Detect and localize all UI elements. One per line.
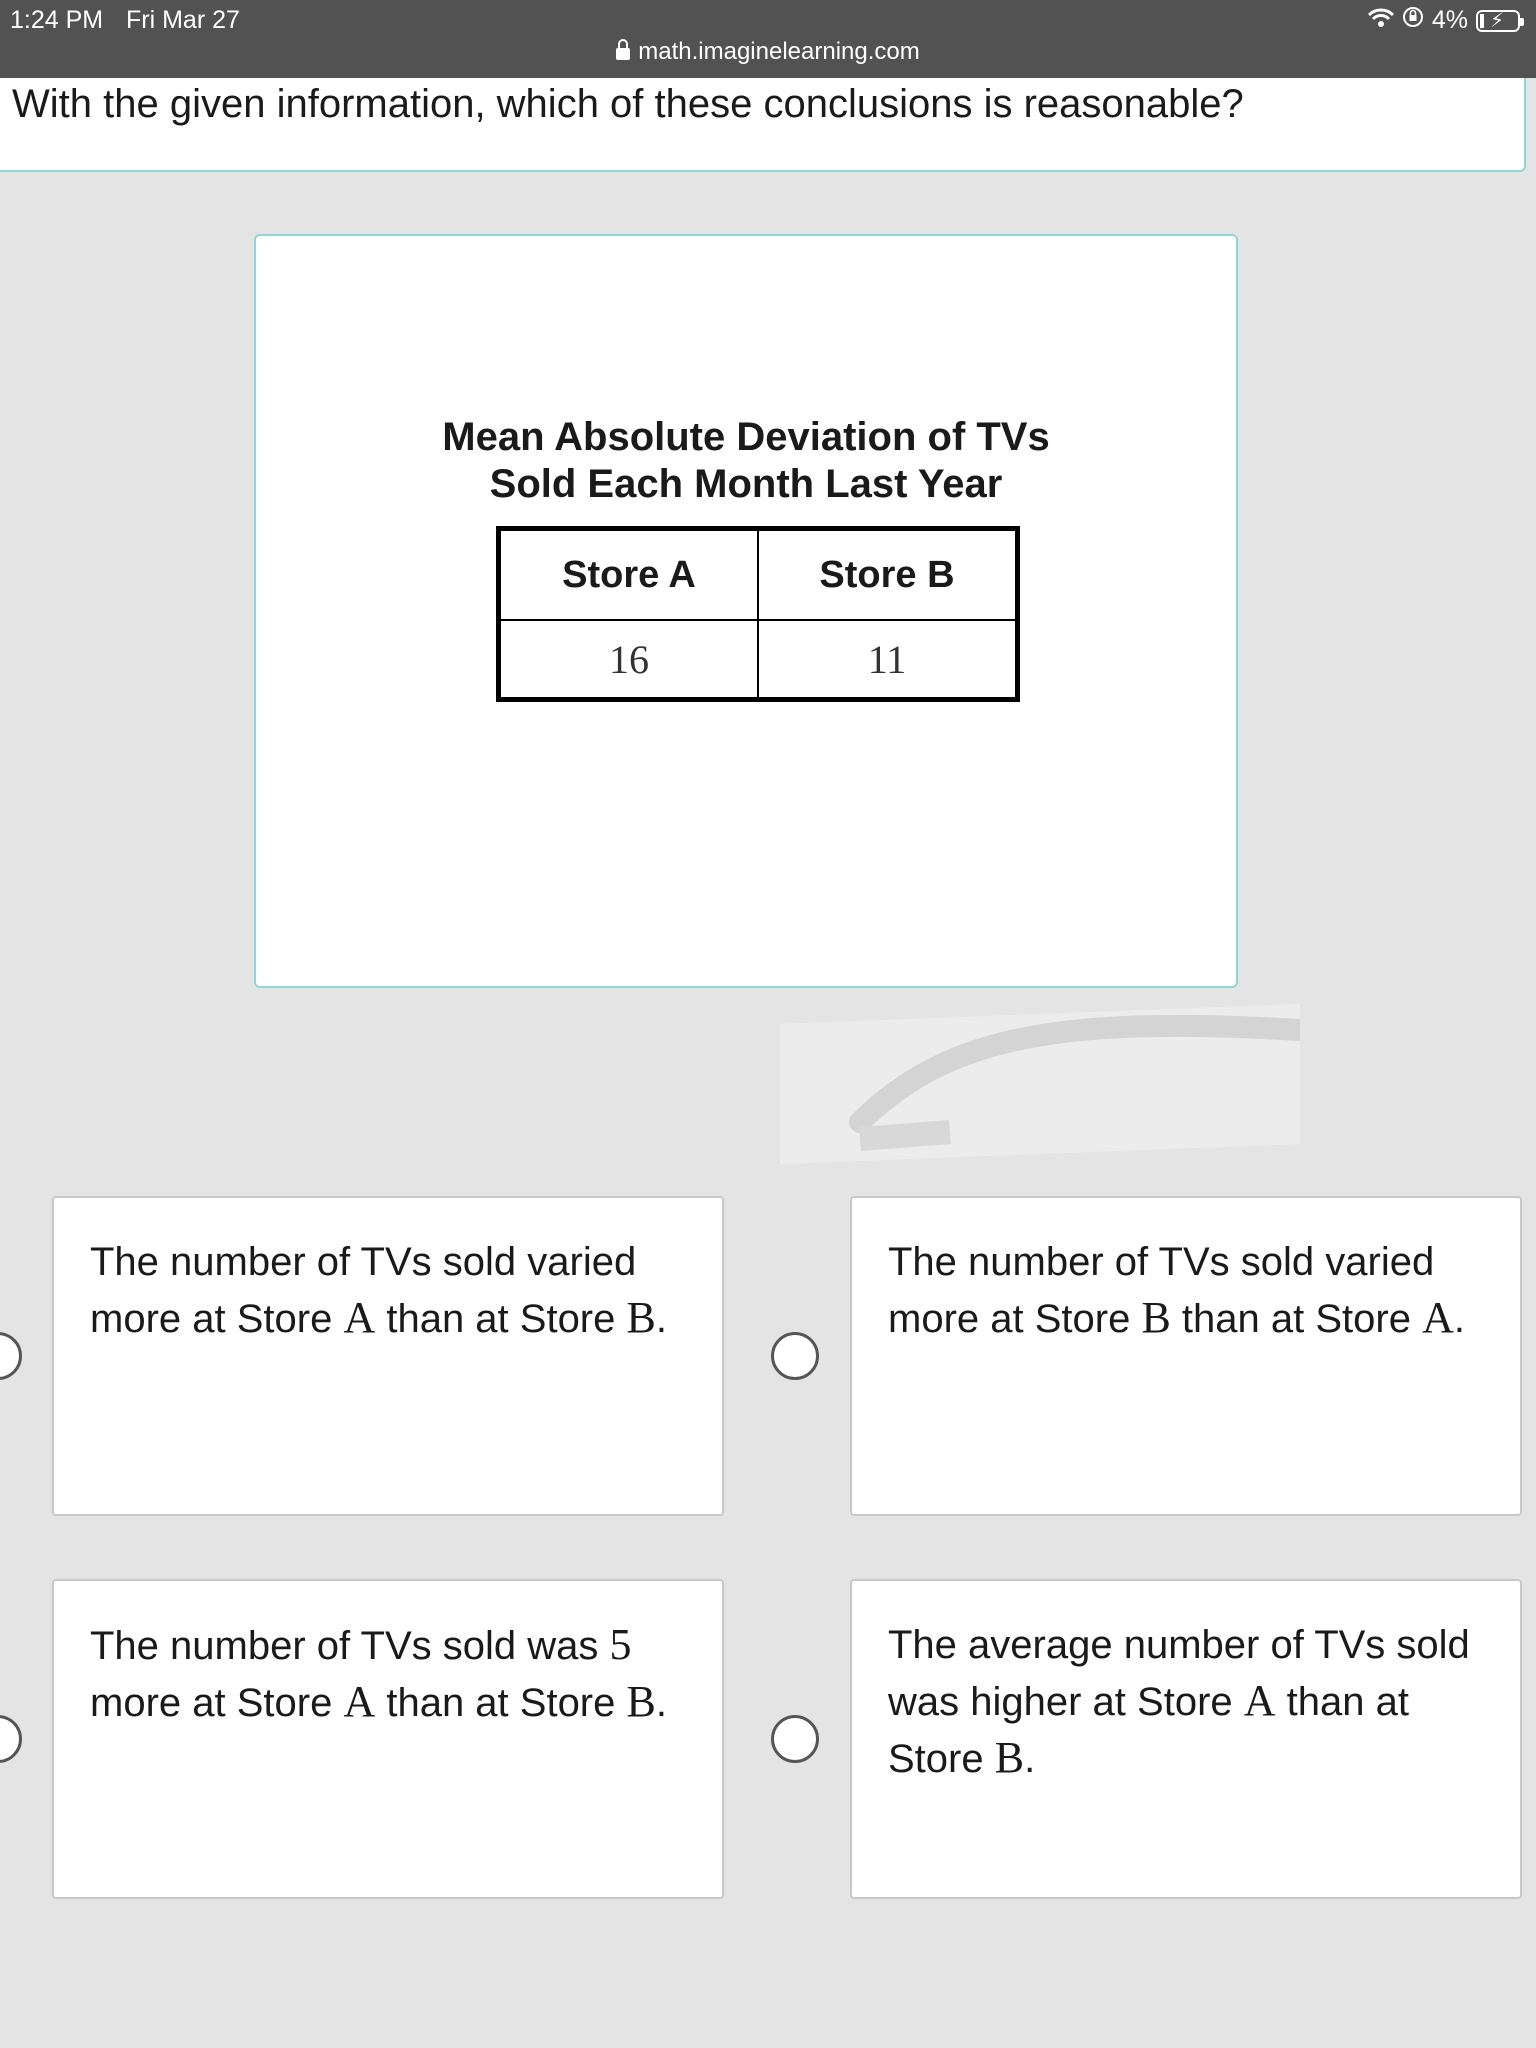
option-c-text: The number of TVs sold was 5 more at Store A than at Store B. (90, 1620, 667, 1726)
status-date: Fri Mar 27 (126, 6, 240, 34)
battery-percentage: 4% (1431, 6, 1468, 34)
option-b-radio[interactable] (771, 1332, 819, 1380)
option-b-card[interactable] (850, 1196, 1522, 1516)
battery-icon (1476, 10, 1520, 32)
charging-icon: ⚡ (1490, 9, 1505, 32)
address-bar[interactable] (0, 38, 1536, 66)
wifi-icon (1368, 6, 1394, 35)
value-store-b: 11 (758, 620, 1018, 700)
figure-card (254, 234, 1238, 988)
option-c-radio[interactable] (0, 1715, 22, 1763)
header-store-a: Store A (499, 529, 759, 621)
option-a-radio[interactable] (0, 1332, 22, 1380)
table-title-line1: Mean Absolute Deviation of TVs (442, 415, 1050, 459)
value-store-a: 16 (499, 620, 759, 700)
option-c-card[interactable] (52, 1579, 724, 1899)
option-a-card[interactable] (52, 1196, 724, 1516)
screen-smudge (780, 1004, 1300, 1174)
option-d-card[interactable] (850, 1579, 1522, 1899)
option-b-text: The number of TVs sold varied more at Store B than at Store A. (888, 1240, 1465, 1342)
option-d-text: The average number of TVs sold was higher at Store A than at Store B. (888, 1623, 1470, 1782)
mad-table (496, 526, 1020, 702)
option-d-radio[interactable] (771, 1715, 819, 1763)
status-bar (0, 0, 1536, 78)
table-title-line2: Sold Each Month Last Year (489, 462, 1003, 506)
question-panel (0, 78, 1526, 172)
header-store-b: Store B (758, 529, 1018, 621)
status-indicators (1368, 6, 1520, 35)
url-text: math.imaginelearning.com (638, 38, 920, 65)
status-time: 1:24 PM (10, 6, 104, 34)
orientation-lock-icon (1402, 6, 1424, 35)
lock-icon (616, 48, 630, 60)
option-a-text: The number of TVs sold varied more at Store A than at Store B. (90, 1240, 667, 1342)
table-title (256, 414, 1236, 508)
table-header-row (499, 529, 1018, 621)
question-text: With the given information, which of these conclusions is reasonable? (12, 82, 1244, 126)
table-row (499, 620, 1018, 700)
